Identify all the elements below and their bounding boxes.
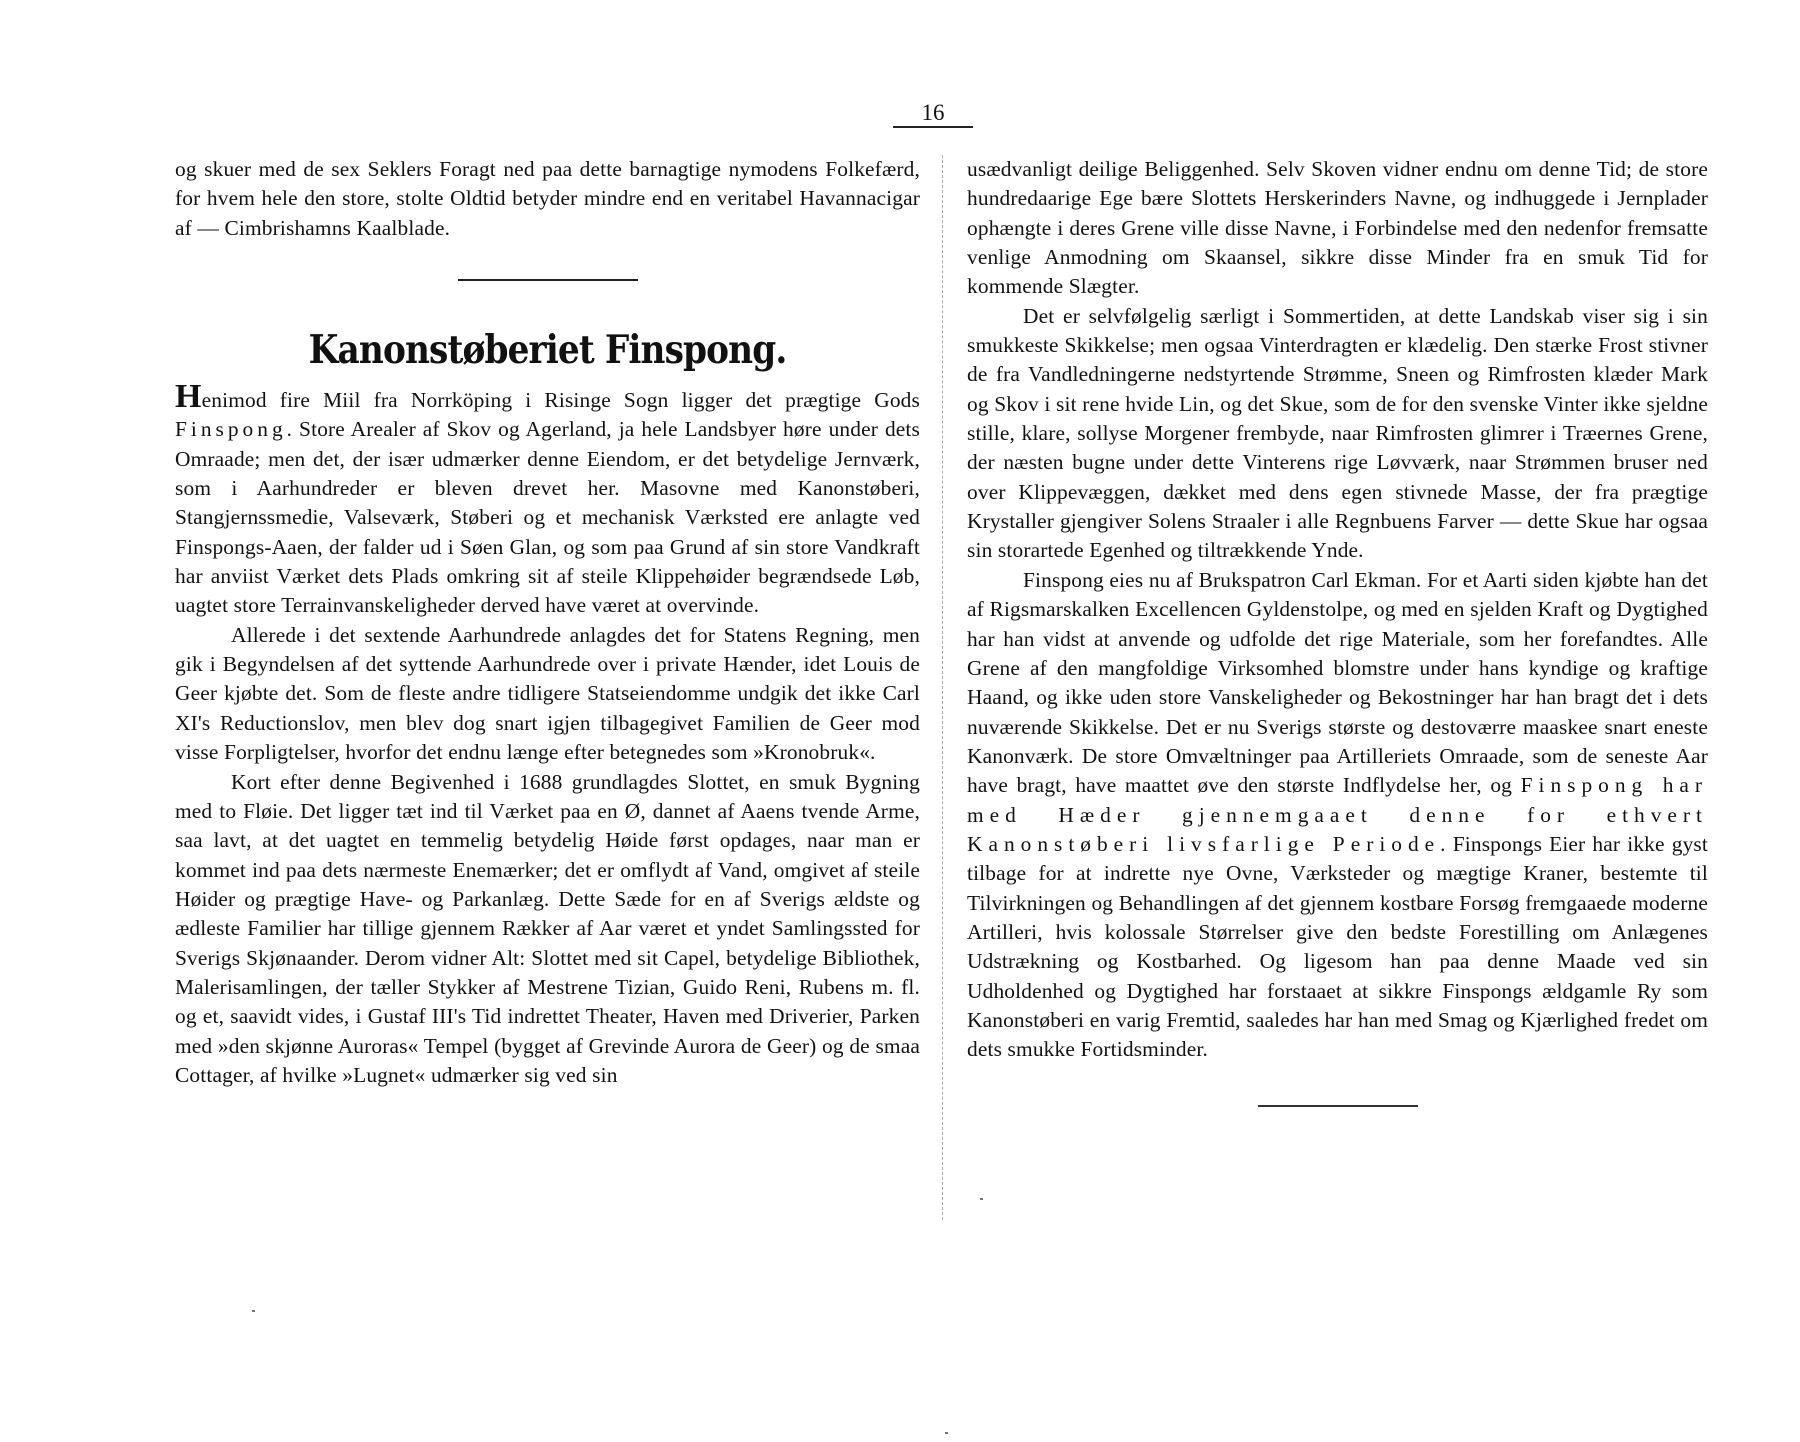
paragraph: Allerede i det sextende Aarhundrede anlagdes det for Statens Regning, men gik i Begyndelsen af det syttende Aarhundrede over i private Hænder, idet Louis de Geer kjøbte det. Som de fleste andre tidligere Statseiendomme undgik det ikke Carl XI's Reductionslov, men blev dog snart igjen tilbagegivet Familien de Geer mod visse Forpligtelser, hvorfor det endnu længe efter betegnedes som »Kronobruk«. [175, 622, 920, 765]
column-divider [942, 155, 943, 1220]
section-divider-rule [458, 279, 638, 281]
paragraph [175, 378, 920, 621]
paragraph-text: . Store Arealer af Skov og Agerland, ja hele Landsbyer høre under dets Omraade; men det, der især udmærker denne Eiendom, er det betydelige Jernværk, som i Aarhundreder er bleven drevet her. Masovne med Kanonstøberi, Stangjernssmedie, Valseværk, Støberi og et mechanisk Værksted ere anlagte ved Finspongs-Aaen, der falder ud i Søen Glan, og som paa Grund af sin store Vandkraft har anviist Værket dets Plads omkring sit af steile Klippehøider begrændsede Løb, uagtet store Terrainvanskeligheder derved have været at overvinde. [175, 417, 920, 618]
drop-cap: H [175, 378, 202, 416]
paragraph: Det er selvfølgelig særligt i Sommertiden, at dette Landskab viser sig i sin smukkeste Skikkelse; men ogsaa Vinterdragten er klædelig. Den stærke Frost stivner de fra Vandledningerne nedstyrtende Strømme, Sneen og Rimfrosten klæder Mark og Skov i sit rene hvide Lin, og det Skue, som de for den svenske Vinter ikke sjeldne stille, klare, sollyse Morgener frembyde, naar Rimfrosten glimrer i Træernes Grene, der næsten bugne under dette Vinterens rige Løvværk, naar Strømmen bruser ned over Klippevæggen, dækket med dens egen stivnede Masse, der fra prægtige Krystaller gjengiver Solens Straaler i alle Regnbuens Farver — dette Skue har ogsaa sin storartede Egenhed og tiltrækkende Ynde. [967, 303, 1708, 563]
paragraph-text: . Finspongs Eier har ikke gyst tilbage for at indrette nye Ovne, Værksteder og mægtige Kraner, bestemte til Tilvirkningen og Behandlingen af det gjennem kostbare Forsøg fremgaaede moderne Artilleri, hvis kolossale Størrelser give den bedste Forestilling om Anlægenes Udstrækning og Kostbarhed. Og ligesom han paa denne Maade ved sin Udholdenhed og Dygtighed har forstaaet at sikkre Finspongs ældgamle Ry som Kanonstøberi en varig Fremtid, saaledes har han med Smag og Kjærlighed fredet om dets smukke Fortidsminder. [967, 831, 1708, 1062]
paragraph: usædvanligt deilige Beliggenhed. Selv Skoven vidner endnu om denne Tid; de store hundredaarige Ege bære Slottets Herskerinders Navne, og indhuggede i Jernplader ophængte i deres Grene ville disse Navne, i Forbindelse med den nedenfor fremsatte venlige Anmodning om Skaansel, sikkre disse Minder fra en smuk Tid for kommende Slægter. [967, 157, 1708, 299]
print-speck [945, 1432, 948, 1434]
print-speck [252, 1310, 255, 1312]
end-rule [1258, 1105, 1418, 1107]
intro-paragraph: og skuer med de sex Seklers Foragt ned paa dette barnagtige nymodens Folkefærd, for hvem hele den store, stolte Oldtid betyder mindre end en veritabel Havannacigar af — Cimbrishamns Kaalblade. [175, 157, 920, 240]
paragraph [967, 566, 1708, 1065]
right-column [967, 155, 1708, 1107]
section-heading: Kanonstøberiet Finspong. [308, 327, 787, 374]
page-number-rule [893, 126, 973, 128]
emphasized-place-name: Finspong [175, 417, 287, 442]
paragraph-text: Finspong eies nu af Brukspatron Carl Ekman. For et Aarti siden kjøbte han det af Rigsmarskalken Excellencen Gyldenstolpe, og med en sjelden Kraft og Dygtighed har han vidst at anvende og udfolde det rige Materiale, som her forefandtes. Alle Grene af den mangfoldige Virksomhed blomstre under hans kyndige og kraftige Haand, og ikke uden store Vanskeligheder og Bekostninger har han bragt det i dets nuværende Skikkelse. Det er nu Sverigs største og destoværre maaskee snart eneste Kanonværk. De store Omvæltninger paa Artilleriets Omraade, som de seneste Aar have bragt, have maattet øve den største Indflydelse her, og [967, 567, 1708, 798]
paragraph: Kort efter denne Begivenhed i 1688 grundlagdes Slottet, en smuk Bygning med to Fløie. Det ligger tæt ind til Værket paa en Ø, dannet af Aaens tvende Arme, saa lavt, at det uagtet en temmelig betydelig Høide først opdages, naar man er kommet ind paa dets nærmeste Enemærker; det er omflydt af Vand, omgivet af steile Høider og prægtige Have- og Parkanlæg. Dette Sæde for en af Sverigs ældste og ædleste Familier har tillige gjennem Rækker af Aar været et yndet Samlingssted for Sverigs Skjønaander. Derom vidner Alt: Slottet med sit Capel, betydelige Bibliothek, Malerisamlingen, der tæller Stykker af Mestrene Tizian, Guido Reni, Rubens m. fl. og et, saavidt vides, i Gustaf III's Tid indrettet Theater, Haven med Driverier, Parken med »den skjønne Auroras« Tempel (bygget af Grevinde Aurora de Geer) og de smaa Cottager, af hvilke »Lugnet« udmærker sig ved sin [175, 769, 920, 1087]
print-speck [980, 1198, 983, 1200]
left-column [175, 155, 920, 1090]
page-number: 16 [921, 100, 945, 125]
emphasized-phrase: Finspong har med Hæder gjennemgaaet denne for ethvert Kanonstøberi livsfarlige Periode [967, 773, 1709, 856]
paragraph-text: enimod fire Miil fra Norrköping i Risinge Sogn ligger det prægtige Gods [201, 388, 920, 413]
